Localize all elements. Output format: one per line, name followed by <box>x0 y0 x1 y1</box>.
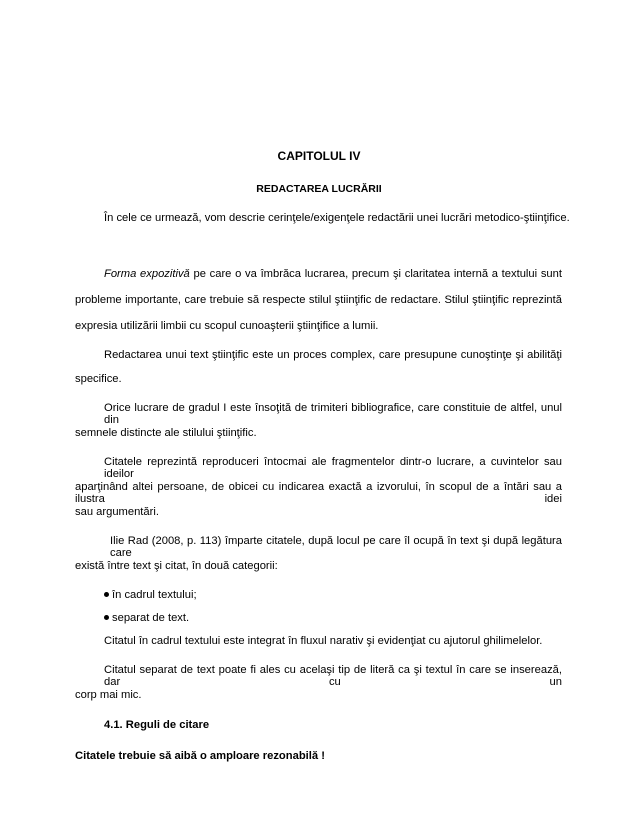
paragraph-citat-separat-line1: Citatul separat de text poate fi ales cu acelaşi tip de literă ca şi textul în care se inserează, dar cu un <box>104 664 562 688</box>
bullet-icon <box>104 615 109 620</box>
paragraph-citate-line3: sau argumentări. <box>75 506 159 518</box>
paragraph-redactare-line1: Redactarea unui text ştiinţific este un proces complex, care presupune cunoştinţe şi abilităţi <box>104 349 562 361</box>
paragraph-citate-line2: aparţinând altei persoane, de obicei cu indicarea exactă a izvorului, în scopul de a întări sau a ilustra idei <box>75 481 562 505</box>
section-heading: 4.1. Reguli de citare <box>104 719 210 731</box>
paragraph-expository-line2: probleme importante, care trebuie să respecte stilul ştiinţific de redactare. Stilul ştiinţific reprezintă <box>75 294 562 306</box>
paragraph-expository-line1: Forma expozitivă pe care o va îmbrăca lucrarea, precum şi claritatea internă a textului sunt <box>104 268 562 280</box>
paragraph-expository-line3: expresia utilizării limbii cu scopul cunoaşterii ştiinţifice a lumii. <box>75 320 379 332</box>
chapter-subtitle: REDACTAREA LUCRĂRII <box>256 183 382 195</box>
paragraph-lucrare-line1: Orice lucrare de gradul I este însoţită de trimiteri bibliografice, care constituie de altfel, unul din <box>104 402 562 426</box>
paragraph-citat-integrat: Citatul în cadrul textului este integrat în fluxul narativ şi evidenţiat cu ajutorul ghilimelelor. <box>104 635 543 647</box>
paragraph-citat-separat-line2: corp mai mic. <box>75 689 142 701</box>
paragraph-citate-line1: Citatele reprezintă reproduceri întocmai ale fragmentelor dintr-o lucrare, a cuvintelor sau ideilor <box>104 456 562 480</box>
paragraph-redactare-line2: specifice. <box>75 373 122 385</box>
paragraph-rad-line1: Ilie Rad (2008, p. 113) împarte citatele, după locul pe care îl ocupă în text şi după legătura care <box>110 535 562 559</box>
bullet-item: separat de text. <box>104 612 189 624</box>
bullet-icon <box>104 592 109 597</box>
chapter-title: CAPITOLUL IV <box>277 149 361 163</box>
bullet-item: în cadrul textului; <box>104 589 197 601</box>
paragraph-lucrare-line2: semnele distincte ale stilului ştiinţific. <box>75 427 257 439</box>
paragraph-rad-line2: există între text şi citat, în două categorii: <box>75 560 278 572</box>
section-statement: Citatele trebuie să aibă o amploare rezonabilă ! <box>75 750 325 762</box>
paragraph-intro: În cele ce urmează, vom descrie cerinţele/exigenţele redactării unei lucrări metodico-ştiinţifice. <box>104 212 570 224</box>
expository-form-term: Forma expozitivă <box>104 268 190 280</box>
